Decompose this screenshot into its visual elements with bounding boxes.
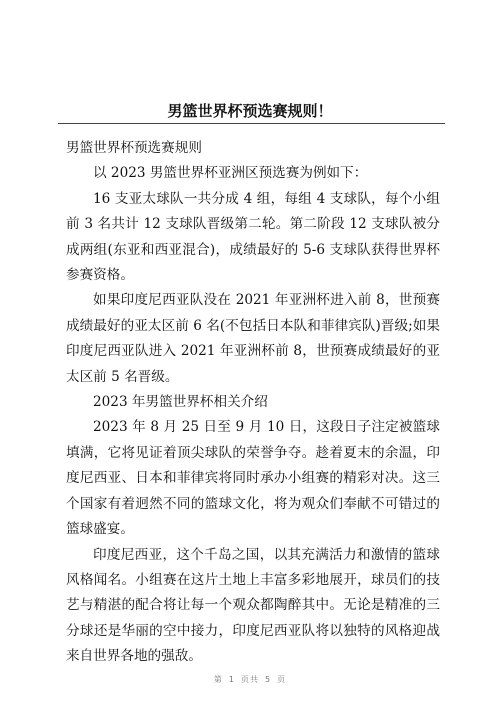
- body-paragraph-format: 16 支亚太球队一共分成 4 组，每组 4 支球队，每个小组前 3 名共计 12 支球队晋级第二轮。第二阶段 12 支球队被分成两组(东亚和西亚混合)，成绩最好的 5-6 支球队获得世界杯参赛资格。: [66, 190, 440, 284]
- body-paragraph-indonesia-rule: 如果印度尼西亚队没在 2021 年亚洲杯进入前 8，世预赛成绩最好的亚太区前 6 名(不包括日本队和菲律宾队)晋级;如果印度尼西亚队进入 2021 年亚洲杯前 8，世预赛成绩最好的亚太区前 5 名晋级。: [66, 292, 440, 385]
- document-body: [66, 136, 440, 670]
- footer-suffix: 页: [277, 675, 287, 684]
- footer-prefix: 第: [213, 675, 223, 684]
- body-paragraph-indonesia: 印度尼西亚，这个千岛之国，以其充满活力和激情的篮球风格闻名。小组赛在这片土地上丰富多彩地展开，球员们的技艺与精湛的配合将让每一个观众都陶醉其中。无论是精准的三分球还是华丽的空中接力，印度尼西亚队将以独特的风格迎战来自世界各地的强敌。: [66, 546, 440, 665]
- page-footer: [0, 674, 500, 686]
- body-paragraph-heading: 男篮世界杯预选赛规则: [66, 140, 202, 156]
- footer-page-total: 5: [265, 675, 272, 684]
- footer-page-number: 1: [228, 675, 235, 684]
- document-title: 男篮世界杯预选赛规则！: [167, 102, 333, 120]
- footer-middle: 页共: [241, 675, 259, 684]
- body-paragraph-intro: 以 2023 男篮世界杯亚洲区预选赛为例如下：: [93, 165, 368, 182]
- body-paragraph-subheading: 2023 年男篮世界杯相关介绍: [93, 394, 268, 411]
- body-paragraph-dates: 2023 年 8 月 25 日至 9 月 10 日，这段日子注定被篮球填满，它将见证着顶尖球队的荣誉争夺。趁着夏末的余温，印度尼西亚、日本和菲律宾将同时承办小组赛的精彩对决。这三个国家有着迥然不同的篮球文化，将为观众们奉献不可错过的篮球盛宴。: [66, 419, 440, 538]
- title-divider: [58, 123, 445, 124]
